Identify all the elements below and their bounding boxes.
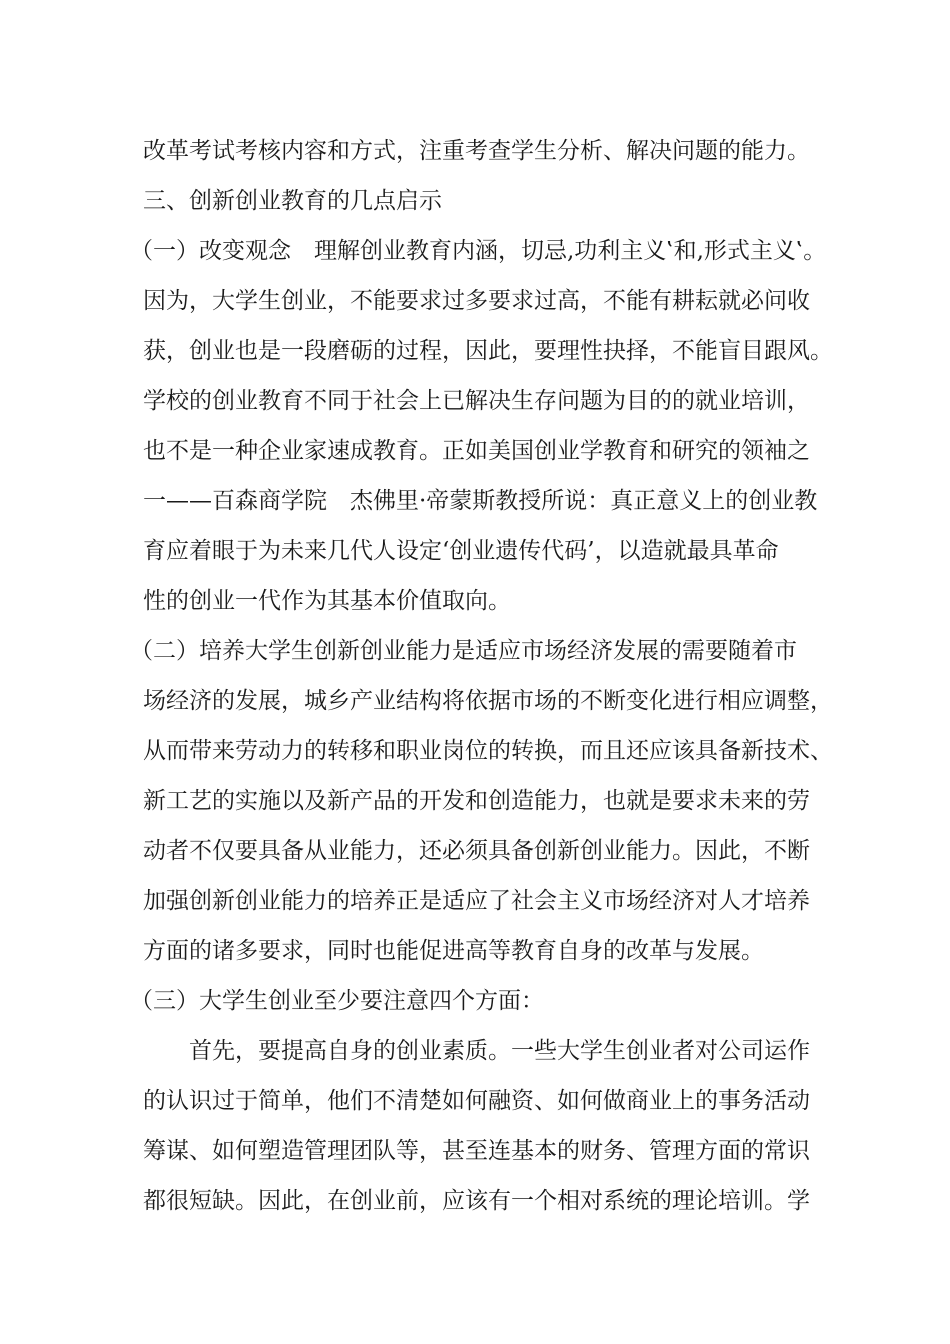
text-line: 学校的创业教育不同于社会上已解决生存问题为目的的就业培训， <box>143 388 810 414</box>
text-line: 育应着眼于为未来几代人设定‘创业遗传代码’，以造就最具革命 <box>143 538 779 564</box>
text-line: 场经济的发展，城乡产业结构将依据市场的不断变化进行相应调整， <box>143 688 833 714</box>
text-line: 的认识过于简单，他们不清楚如何融资、如何做商业上的事务活动 <box>143 1088 810 1114</box>
text-line: 动者不仅要具备从业能力，还必须具备创新创业能力。因此，不断 <box>143 838 810 864</box>
text-line: 一——百森商学院 杰佛里·帝蒙斯教授所说：真正意义上的创业教 <box>143 488 818 514</box>
text-line: 改革考试考核内容和方式，注重考查学生分析、解决问题的能力。 <box>143 138 810 164</box>
text-line: 性的创业一代作为其基本价值取向。 <box>143 588 511 614</box>
text-line: 获，创业也是一段磨砺的过程，因此，要理性抉择，不能盲目跟风。 <box>143 338 833 364</box>
text-line: 也不是一种企业家速成教育。正如美国创业学教育和研究的领袖之 <box>143 438 810 464</box>
text-line: （三）大学生创业至少要注意四个方面： <box>130 988 544 1014</box>
text-line: （一）改变观念 理解创业教育内涵，切忌,功利主义‛和,形式主义‛。 <box>130 238 827 264</box>
section-heading: 三、创新创业教育的几点启示 <box>143 188 442 214</box>
text-line: 因为，大学生创业，不能要求过多要求过高，不能有耕耘就必问收 <box>143 288 810 314</box>
text-line: （二）培养大学生创新创业能力是适应市场经济发展的需要随着市 <box>130 638 797 664</box>
text-line: 加强创新创业能力的培养正是适应了社会主义市场经济对人才培养 <box>143 888 810 914</box>
text-line: 筹谋、如何塑造管理团队等，甚至连基本的财务、管理方面的常识 <box>143 1138 810 1164</box>
text-line: 从而带来劳动力的转移和职业岗位的转换，而且还应该具备新技术、 <box>143 738 833 764</box>
text-line: 新工艺的实施以及新产品的开发和创造能力，也就是要求未来的劳 <box>143 788 810 814</box>
text-line: 首先，要提高自身的创业素质。一些大学生创业者对公司运作 <box>189 1038 810 1064</box>
text-line: 都很短缺。因此，在创业前，应该有一个相对系统的理论培训。学 <box>143 1188 810 1214</box>
text-line: 方面的诸多要求，同时也能促进高等教育自身的改革与发展。 <box>143 938 764 964</box>
